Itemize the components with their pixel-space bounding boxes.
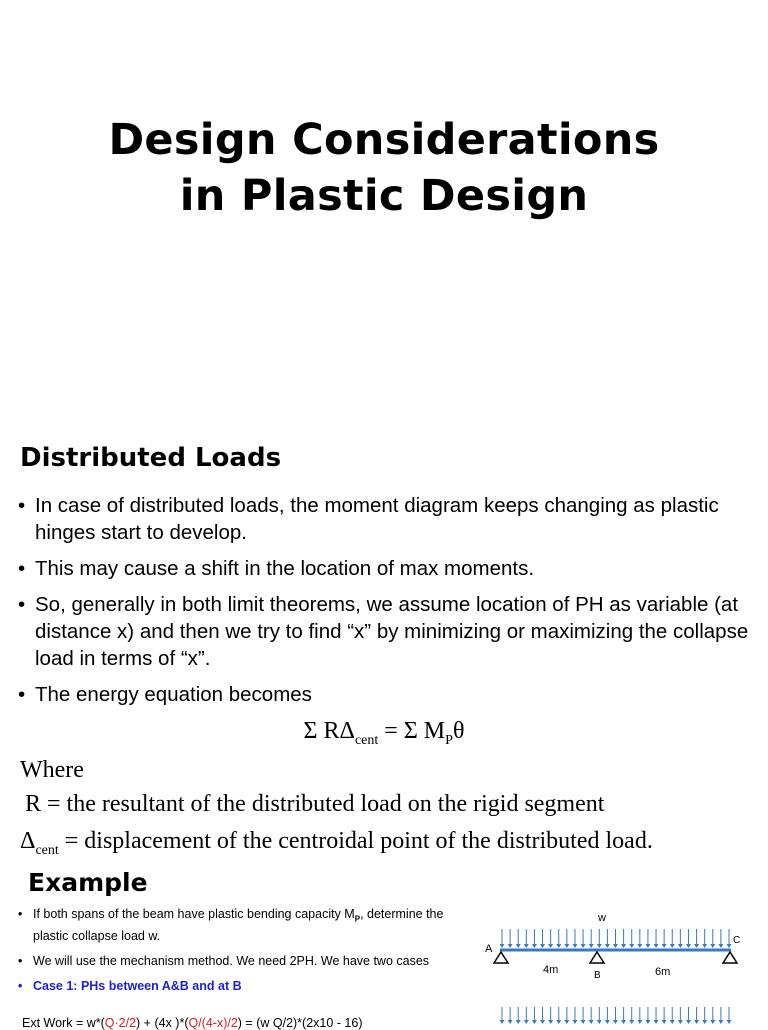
load-arrow-head — [581, 944, 586, 948]
bullet-item: • The energy equation becomes — [18, 681, 758, 708]
load-arrow-head — [500, 1020, 505, 1024]
cut-prefix: Ext Work = w*( — [22, 1016, 105, 1030]
load-arrow-head — [597, 1020, 602, 1024]
load-arrow-head — [572, 1020, 577, 1024]
delta-definition — [20, 828, 653, 859]
load-arrow-head — [710, 944, 715, 948]
bullet-list — [18, 492, 758, 717]
slide-title-line-1: Design Considerations — [108, 115, 660, 165]
load-arrow-head — [556, 1020, 561, 1024]
example-bullet-1 — [18, 906, 463, 944]
load-arrow-head — [597, 944, 602, 948]
bullet-item: • This may cause a shift in the location of max moments. — [18, 555, 758, 582]
load-arrow-head — [718, 944, 723, 948]
load-arrow-head — [662, 1020, 667, 1024]
load-arrow-head — [637, 944, 642, 948]
load-arrow-head — [678, 1020, 683, 1024]
r-definition: R = the resultant of the distributed load on the rigid segment — [25, 791, 605, 817]
load-arrow-head — [686, 1020, 691, 1024]
distributed-load-arrows-2 — [500, 1007, 732, 1024]
load-arrow-head — [540, 944, 545, 948]
load-arrow-head — [613, 944, 618, 948]
example-bullet-1-sub: P — [354, 914, 361, 924]
load-arrow-head — [556, 944, 561, 948]
equation-left-sub: cent — [354, 732, 379, 748]
load-arrow-head — [710, 1020, 715, 1024]
support-b-icon — [590, 952, 604, 963]
load-arrow-head — [589, 1020, 594, 1024]
bullet-item: • In case of distributed loads, the moment diagram keeps changing as plastic hinges start to develop. — [18, 492, 758, 546]
delta-sub: cent — [35, 842, 59, 858]
load-arrow-head — [516, 1020, 521, 1024]
load-arrow-head — [516, 944, 521, 948]
bullet-item: • So, generally in both limit theorems, we assume location of PH as variable (at distance x) and then we try to find “x” by minimizing or maximizing the collapse load in terms of “x”. — [18, 591, 758, 672]
load-arrow-head — [727, 944, 732, 948]
work-equation-partial — [22, 1016, 363, 1030]
load-arrow-head — [702, 944, 707, 948]
cut-red-2: Q/(4-x)/2 — [188, 1016, 238, 1030]
equation-right: = Σ M — [378, 718, 446, 744]
distributed-load-arrows — [500, 929, 732, 948]
load-arrow-head — [645, 1020, 650, 1024]
example-bullet-1-end: , determine the plastic collapse load w. — [33, 907, 444, 943]
load-arrow-head — [702, 1020, 707, 1024]
example-bullet-1-main: If both spans of the beam have plastic bending capacity M — [33, 907, 355, 921]
load-arrow-head — [678, 944, 683, 948]
load-arrow-head — [629, 1020, 634, 1024]
load-arrow-head — [548, 944, 553, 948]
load-arrow-head — [718, 1020, 723, 1024]
load-arrow-head — [605, 1020, 610, 1024]
load-arrow-head — [637, 1020, 642, 1024]
example-bullets — [18, 906, 463, 1003]
load-arrow-head — [581, 1020, 586, 1024]
load-arrow-head — [727, 1020, 732, 1024]
span-1-label: 4m — [543, 964, 559, 976]
load-arrow-head — [670, 944, 675, 948]
load-arrow-head — [508, 944, 513, 948]
load-label-w: w — [598, 912, 606, 924]
equation-right-sub: P — [445, 732, 453, 748]
load-arrow-head — [645, 944, 650, 948]
support-a-icon — [494, 952, 508, 963]
example-bullet-2: • We will use the mechanism method. We need 2PH. We have two cases — [18, 953, 463, 969]
slide-title — [0, 112, 768, 224]
load-arrow-head — [654, 944, 659, 948]
load-arrow-head — [564, 944, 569, 948]
load-arrow-head — [662, 944, 667, 948]
label-c: C — [733, 935, 741, 946]
load-arrow-head — [694, 944, 699, 948]
load-arrow-head — [572, 944, 577, 948]
load-arrow-head — [500, 944, 505, 948]
case-1-label: • Case 1: PHs between A&B and at B — [18, 978, 463, 994]
slide-title-line-2: in Plastic Design — [179, 171, 589, 221]
equation-right-end: θ — [452, 718, 465, 744]
load-arrow-head — [605, 944, 610, 948]
cut-red-1: Q·2/2 — [104, 1016, 137, 1030]
load-arrow-head — [524, 944, 529, 948]
label-a: A — [485, 943, 493, 955]
load-arrow-head — [621, 1020, 626, 1024]
load-arrow-head — [508, 1020, 513, 1024]
load-arrow-head — [686, 944, 691, 948]
section-heading: Distributed Loads — [20, 443, 282, 473]
load-arrow-head — [532, 1020, 537, 1024]
delta-text: = displacement of the centroidal point of the distributed load. — [58, 828, 653, 854]
load-arrow-head — [589, 944, 594, 948]
load-arrow-head — [548, 1020, 553, 1024]
cut-mid: ) + (4x )*( — [136, 1016, 189, 1030]
beam-diagram — [482, 905, 750, 1024]
support-c-icon — [723, 952, 737, 963]
label-b: B — [594, 970, 601, 981]
span-2-label: 6m — [655, 966, 671, 978]
energy-equation — [0, 718, 768, 749]
load-arrow-head — [540, 1020, 545, 1024]
load-arrow-head — [621, 944, 626, 948]
where-label: Where — [20, 757, 84, 783]
load-arrow-head — [564, 1020, 569, 1024]
delta-symbol: Δ — [20, 828, 36, 854]
cut-end: ) = (w Q/2)*(2x10 - 16) — [237, 1016, 363, 1030]
example-heading: Example — [28, 868, 148, 897]
title-slide — [0, 0, 768, 420]
load-arrow-head — [613, 1020, 618, 1024]
load-arrow-head — [654, 1020, 659, 1024]
load-arrow-head — [694, 1020, 699, 1024]
load-arrow-head — [532, 944, 537, 948]
load-arrow-head — [670, 1020, 675, 1024]
load-arrow-head — [629, 944, 634, 948]
equation-left: Σ RΔ — [303, 718, 355, 744]
load-arrow-head — [524, 1020, 529, 1024]
